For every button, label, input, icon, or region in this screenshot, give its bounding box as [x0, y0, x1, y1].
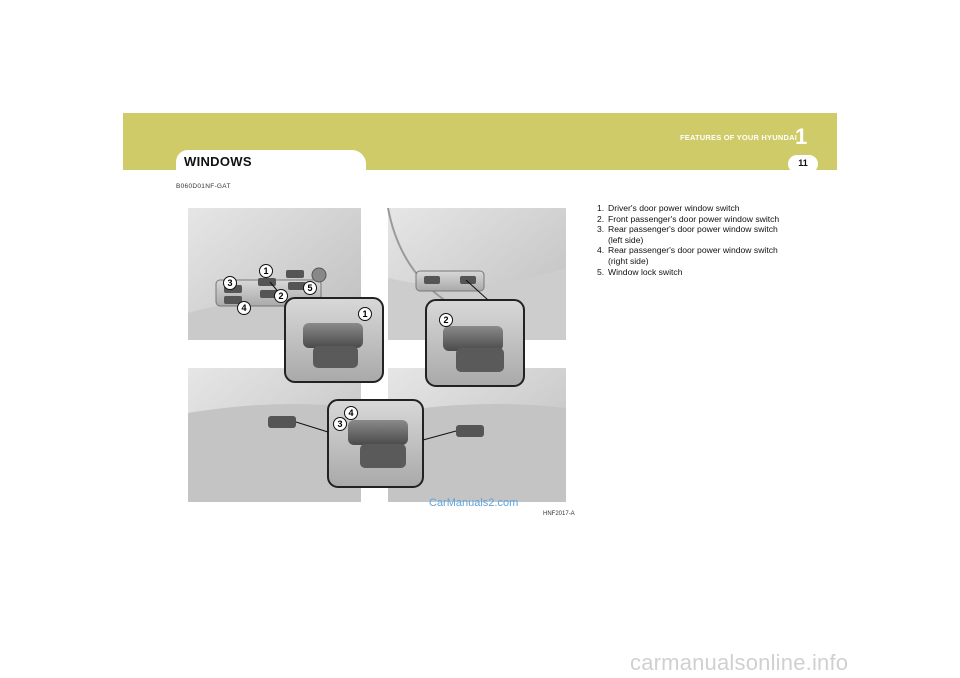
watermark-center: CarManuals2.com — [429, 497, 519, 509]
callout-4-zoom — [345, 407, 358, 420]
callout-1-zoom — [359, 308, 372, 321]
svg-text:1: 1 — [263, 266, 269, 276]
callout-2 — [275, 290, 288, 303]
section-title: WINDOWS — [184, 154, 252, 169]
callout-2-zoom — [440, 314, 453, 327]
svg-text:3: 3 — [227, 278, 233, 288]
svg-text:2: 2 — [443, 315, 449, 325]
document-code: B060D01NF-GAT — [176, 183, 231, 190]
callout-4 — [238, 302, 251, 315]
callout-1 — [260, 265, 273, 278]
callout-5 — [304, 282, 317, 295]
svg-text:2: 2 — [278, 291, 284, 301]
switch-list — [597, 203, 787, 277]
list-item: 5. Window lock switch — [597, 266, 683, 277]
watermark-bottom: carmanualsonline.info — [630, 650, 849, 675]
callout-3 — [224, 277, 237, 290]
page-number: 11 — [798, 158, 808, 168]
svg-text:3: 3 — [337, 419, 343, 429]
svg-text:4: 4 — [348, 408, 354, 418]
list-item: 2. Front passenger's door power window switch — [597, 213, 780, 224]
svg-text:5: 5 — [307, 283, 313, 293]
list-item: 3. Rear passenger's door power window switch (left side) — [597, 224, 778, 245]
list-item: 4. Rear passenger's door power window switch (right side) — [597, 245, 778, 266]
svg-text:4: 4 — [241, 303, 247, 313]
callout-3-zoom — [334, 418, 347, 431]
list-item: 1. Driver's door power window switch — [597, 203, 740, 213]
svg-text:1: 1 — [362, 309, 368, 319]
chapter-label: FEATURES OF YOUR HYUNDAI — [679, 133, 797, 142]
window-switch-illustration — [188, 208, 566, 502]
chapter-number: 1 — [795, 124, 808, 149]
figure-code: HNF2017-A — [543, 511, 575, 517]
